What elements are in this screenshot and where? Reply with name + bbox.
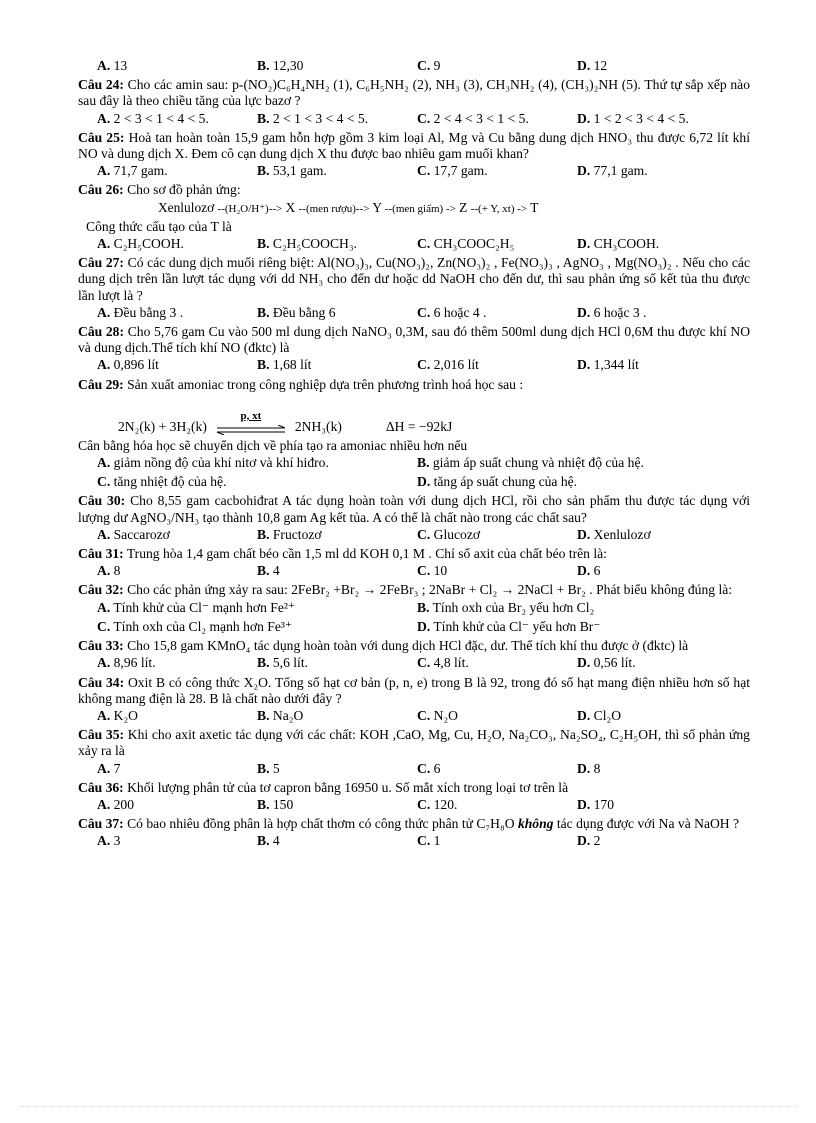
- q27-option-d[interactable]: D. 6 hoặc 3 .: [577, 304, 647, 320]
- q28-option-d[interactable]: D. 1,344 lít: [577, 357, 639, 373]
- question-29: Câu 29: Sản xuất amoniac trong công nghiệp dựa trên phương trình hoá học sau :: [78, 376, 524, 392]
- q29-option-b[interactable]: B. giảm áp suất chung và nhiệt độ của hệ.: [417, 455, 644, 471]
- question-33: Câu 33: Cho 15,8 gam KMnO₄ tác dụng hoàn toàn với dung dịch HCl đặc, dư. Thể tích khí thu được ở (đktc) là: [78, 638, 689, 654]
- double-arrow-icon: [215, 425, 287, 435]
- q36-option-b[interactable]: B. 150: [257, 796, 294, 812]
- q33-option-c[interactable]: C. 4,8 lít.: [417, 655, 469, 671]
- q30-option-c[interactable]: C. Glucozơ: [417, 526, 481, 542]
- q23-options: [78, 58, 750, 74]
- q32-options-row1: [78, 600, 750, 616]
- q29-option-d[interactable]: D. tăng áp suất chung của hệ.: [417, 474, 578, 490]
- question-24: Câu 24: Cho các amin sau: p-(NO₂)C₆H₄NH₂ (1), C₆H₅NH₂ (2), NH₃ (3), CH₃NH₂ (4), (CH₃)₂NH (5). Thứ tự sắp xếp nào sau đây là theo chiều tăng của lực bazơ ?: [78, 77, 751, 109]
- q36-option-c[interactable]: C. 120.: [417, 796, 458, 812]
- q37-option-a[interactable]: A. 3: [97, 833, 121, 849]
- q25-options: [78, 163, 750, 179]
- q36-options: [78, 797, 750, 813]
- question-27: Câu 27: Có các dung dịch muối riêng biệt: Al(NO₃)₃, Cu(NO₃)₂, Zn(NO₃)₂ , Fe(NO₃)₃ , AgNO₃ , Mg(NO₃)₂ . Nếu cho các dung dịch trên lần lượt tác dụng với dd NH₃ cho đến dư hoặc dd NaOH cho đến dư, thì sau phản ứng số kết tủa thu được lần lượt là ?: [78, 255, 750, 303]
- q35-option-d[interactable]: D. 8: [577, 760, 601, 776]
- question-30: Câu 30: Cho 8,55 gam cacbohiđrat A tác dụng hoàn toàn với dung dịch HCl, rồi cho sản phẩm thu được tác dụng với lượng dư AgNO₃/NH₃ tạo thành 10,8 gam Ag kết tủa. A có thể là chất nào trong các chất sau?: [78, 493, 751, 525]
- q24-option-d[interactable]: D. 1 < 2 < 3 < 4 < 5.: [577, 110, 689, 126]
- q27-option-a[interactable]: A. Đều bằng 3 .: [97, 304, 184, 320]
- q24-option-b[interactable]: B. 2 < 1 < 3 < 4 < 5.: [257, 110, 369, 126]
- q35-option-b[interactable]: B. 5: [257, 760, 280, 776]
- q33-option-d[interactable]: D. 0,56 lít.: [577, 655, 636, 671]
- q26-note: Công thức cấu tạo của T là: [86, 218, 232, 234]
- q29-option-a[interactable]: A. giảm nồng độ của khí nitơ và khí hiđro.: [97, 455, 329, 471]
- q37-options: [78, 833, 750, 849]
- q35-option-a[interactable]: A. 7: [97, 760, 121, 776]
- question-36: Câu 36: Khối lượng phân tử của tơ capron bằng 16950 u. Số mắt xích trong loại tơ trên là: [78, 779, 569, 795]
- q32-option-d[interactable]: D. Tính khử của Cl⁻ yếu hơn Br⁻: [417, 618, 601, 634]
- q29-option-c[interactable]: C. tăng nhiệt độ của hệ.: [97, 474, 227, 490]
- page-footer-divider: [20, 1106, 796, 1107]
- q37-option-c[interactable]: C. 1: [417, 833, 441, 849]
- q31-option-b[interactable]: B. 4: [257, 563, 280, 579]
- q34-option-b[interactable]: B. Na₂O: [257, 707, 304, 723]
- question-28: Câu 28: Cho 5,76 gam Cu vào 500 ml dung dịch NaNO₃ 0,3M, sau đó thêm 500ml dung dịch HCl 0,6M thu được khí NO và dung dịch.Thể tích khí NO (đktc) là: [78, 324, 751, 356]
- q25-option-b[interactable]: B. 53,1 gam.: [257, 163, 327, 179]
- q26-options: [78, 236, 750, 252]
- q25-option-d[interactable]: D. 77,1 gam.: [577, 163, 648, 179]
- q34-option-c[interactable]: C. N₂O: [417, 707, 458, 723]
- q30-options: [78, 527, 750, 543]
- q33-options: [78, 655, 750, 671]
- q23-option-b[interactable]: B. 12,30: [257, 58, 304, 73]
- q32-option-c[interactable]: C. Tính oxh của Cl₂ mạnh hơn Fe³⁺: [97, 618, 293, 634]
- q36-option-a[interactable]: A. 200: [97, 796, 135, 812]
- question-26: Câu 26: Cho sơ đồ phản ứng:: [78, 182, 241, 198]
- q37-option-d[interactable]: D. 2: [577, 833, 601, 849]
- q35-option-c[interactable]: C. 6: [417, 760, 441, 776]
- q30-option-a[interactable]: A. Saccarozơ: [97, 526, 170, 542]
- q24-option-c[interactable]: C. 2 < 4 < 3 < 1 < 5.: [417, 110, 529, 126]
- q32-options-row2: [78, 619, 750, 635]
- q23-option-d[interactable]: D. 12: [577, 58, 608, 73]
- emphasis-not: không: [517, 816, 554, 832]
- q36-option-d[interactable]: D. 170: [577, 796, 615, 812]
- q34-option-d[interactable]: D. Cl₂O: [577, 707, 622, 723]
- q35-options: [78, 761, 750, 777]
- q26-option-c[interactable]: C. CH₃COOC₂H₅: [417, 236, 515, 252]
- equilibrium-arrow: p, xt: [215, 408, 287, 435]
- question-32: Câu 32: Cho các phản ứng xảy ra sau: 2FeBr₂ +Br₂ → 2FeBr₃ ; 2NaBr + Cl₂ → 2NaCl + Br₂ . Phát biểu không đúng là:: [78, 582, 733, 598]
- q33-option-b[interactable]: B. 5,6 lít.: [257, 655, 308, 671]
- question-25: Câu 25: Hoà tan hoàn toàn 15,9 gam hỗn hợp gồm 3 kim loại Al, Mg và Cu bằng dung dịch HNO₃ thu được 6,72 lít khí NO và dung dịch X. Đem cô cạn dung dịch X thu được bao nhiêu gam muối khan?: [78, 129, 750, 162]
- q24-option-a[interactable]: A. 2 < 3 < 1 < 4 < 5.: [97, 110, 209, 126]
- question-31: Câu 31: Trung hòa 1,4 gam chất béo cần 1,5 ml dd KOH 0,1 M . Chỉ số axit của chất béo trên là:: [78, 546, 607, 562]
- q23-option-c[interactable]: C. 9: [417, 58, 441, 73]
- q28-option-c[interactable]: C. 2,016 lít: [417, 357, 479, 373]
- exam-page: [78, 58, 750, 853]
- q32-option-a[interactable]: A. Tính khử của Cl⁻ mạnh hơn Fe²⁺: [97, 599, 296, 615]
- q28-option-a[interactable]: A. 0,896 lít: [97, 357, 159, 373]
- q27-option-b[interactable]: B. Đều bằng 6: [257, 304, 336, 320]
- q25-option-c[interactable]: C. 17,7 gam.: [417, 163, 488, 179]
- q32-option-b[interactable]: B. Tính oxh của Br₂ yếu hơn Cl₂: [417, 599, 595, 615]
- q30-option-b[interactable]: B. Fructozơ: [257, 526, 322, 542]
- equilibrium-equation: 2N₂(k) + 3H₂(k) p, xt 2NH₃(k) ΔH = −92kJ: [118, 409, 453, 434]
- q34-options: [78, 708, 750, 724]
- question-37: Câu 37: Có bao nhiêu đồng phân là hợp chất thơm có công thức phân tử C₇H₈O không tác dụng được với Na và NaOH ?: [78, 816, 740, 832]
- q27-option-c[interactable]: C. 6 hoặc 4 .: [417, 304, 487, 320]
- q26-option-b[interactable]: B. C₂H₅COOCH₃.: [257, 236, 357, 252]
- q24-options: [78, 111, 750, 127]
- q30-option-d[interactable]: D. Xenlulozơ: [577, 526, 651, 542]
- q29-note: Cân bằng hóa học sẽ chuyển dịch về phía tạo ra amoniac nhiều hơn nếu: [78, 437, 468, 453]
- q31-options: [78, 563, 750, 579]
- q37-option-b[interactable]: B. 4: [257, 833, 280, 849]
- question-35: Câu 35: Khi cho axit axetic tác dụng với các chất: KOH ,CaO, Mg, Cu, H₂O, Na₂CO₃, Na₂SO₄, C₂H₅OH, thì số phản ứng xảy ra là: [78, 727, 750, 759]
- q23-option-a[interactable]: A. 13: [97, 58, 128, 73]
- q26-option-d[interactable]: D. CH₃COOH.: [577, 236, 660, 252]
- q29-options-row1: [78, 455, 750, 471]
- q28-options: [78, 357, 750, 373]
- question-34: Câu 34: Oxit B có công thức X₂O. Tổng số hạt cơ bản (p, n, e) trong B là 92, trong đó số hạt mang điện nhiều hơn số hạt không mang điện là 28. B là chất nào dưới đây ?: [78, 674, 751, 706]
- reaction-scheme: Xenlulozơ --(H₂O/H⁺)--> X --(men rượu)--> Y --(men giấm) -> Z --(+ Y, xt) -> T: [158, 199, 539, 215]
- q26-option-a[interactable]: A. C₂H₅COOH.: [97, 236, 184, 252]
- q31-option-c[interactable]: C. 10: [417, 563, 448, 579]
- q31-option-a[interactable]: A. 8: [97, 563, 121, 579]
- q25-option-a[interactable]: A. 71,7 gam.: [97, 163, 168, 179]
- q27-options: [78, 305, 750, 321]
- q29-options-row2: [78, 474, 750, 490]
- q33-option-a[interactable]: A. 8,96 lít.: [97, 655, 156, 671]
- q31-option-d[interactable]: D. 6: [577, 563, 601, 579]
- q34-option-a[interactable]: A. K₂O: [97, 707, 138, 723]
- q28-option-b[interactable]: B. 1,68 lít: [257, 357, 312, 373]
